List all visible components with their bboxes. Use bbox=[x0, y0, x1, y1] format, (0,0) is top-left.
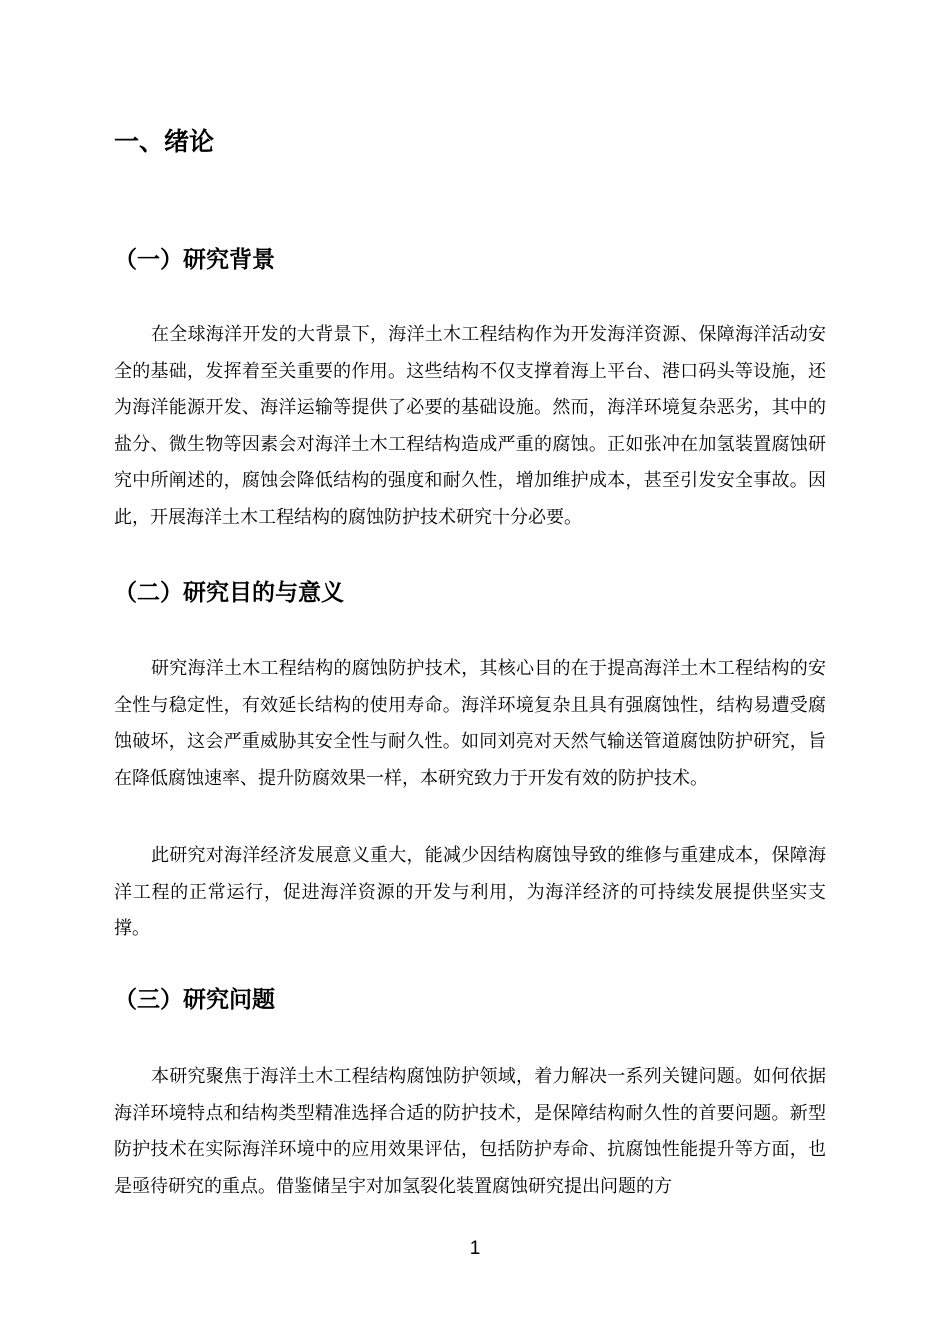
page-number: 1 bbox=[469, 1238, 481, 1259]
paragraph-background: 在全球海洋开发的大背景下，海洋土木工程结构作为开发海洋资源、保障海洋活动安全的基础，发挥着至关重要的作用。这些结构不仅支撑着海上平台、港口码头等设施，还为海洋能源开发、海洋运输等提供了必要的基础设施。然而，海洋环境复杂恶劣，其中的盐分、微生物等因素会对海洋土木工程结构造成严重的腐蚀。正如张冲在加氢装置腐蚀研究中所阐述的，腐蚀会降低结构的强度和耐久性，增加维护成本，甚至引发安全事故。因此，开展海洋土木工程结构的腐蚀防护技术研究十分必要。 bbox=[114, 324, 826, 528]
paragraph-questions: 本研究聚焦于海洋土木工程结构腐蚀防护领域，着力解决一系列关键问题。如何依据海洋环境特点和结构类型精准选择合适的防护技术，是保障结构耐久性的首要问题。新型防护技术在实际海洋环境中的应用效果评估，包括防护寿命、抗腐蚀性能提升等方面，也是亟待研究的重点。借鉴储呈宇对加氢裂化装置腐蚀研究提出问题的方 bbox=[114, 1066, 826, 1197]
paragraph-purpose: 研究海洋土木工程结构的腐蚀防护技术，其核心目的在于提高海洋土木工程结构的安全性与稳定性，有效延长结构的使用寿命。海洋环境复杂且具有强腐蚀性，结构易遭受腐蚀破坏，这会严重威胁其安全性与耐久性。如同刘亮对天然气输送管道腐蚀防护研究，旨在降低腐蚀速率、提升防腐效果一样，本研究致力于开发有效的防护技术。 bbox=[114, 658, 826, 789]
chapter-title: 一、绪论 bbox=[114, 127, 215, 156]
section-heading-questions: （三）研究问题 bbox=[114, 987, 275, 1013]
paragraph-significance: 此研究对海洋经济发展意义重大，能减少因结构腐蚀导致的维修与重建成本，保障海洋工程的正常运行，促进海洋资源的开发与利用，为海洋经济的可持续发展提供坚实支撑。 bbox=[114, 845, 826, 939]
section-heading-background: （一）研究背景 bbox=[114, 247, 275, 273]
section-heading-purpose: （二）研究目的与意义 bbox=[114, 580, 344, 606]
